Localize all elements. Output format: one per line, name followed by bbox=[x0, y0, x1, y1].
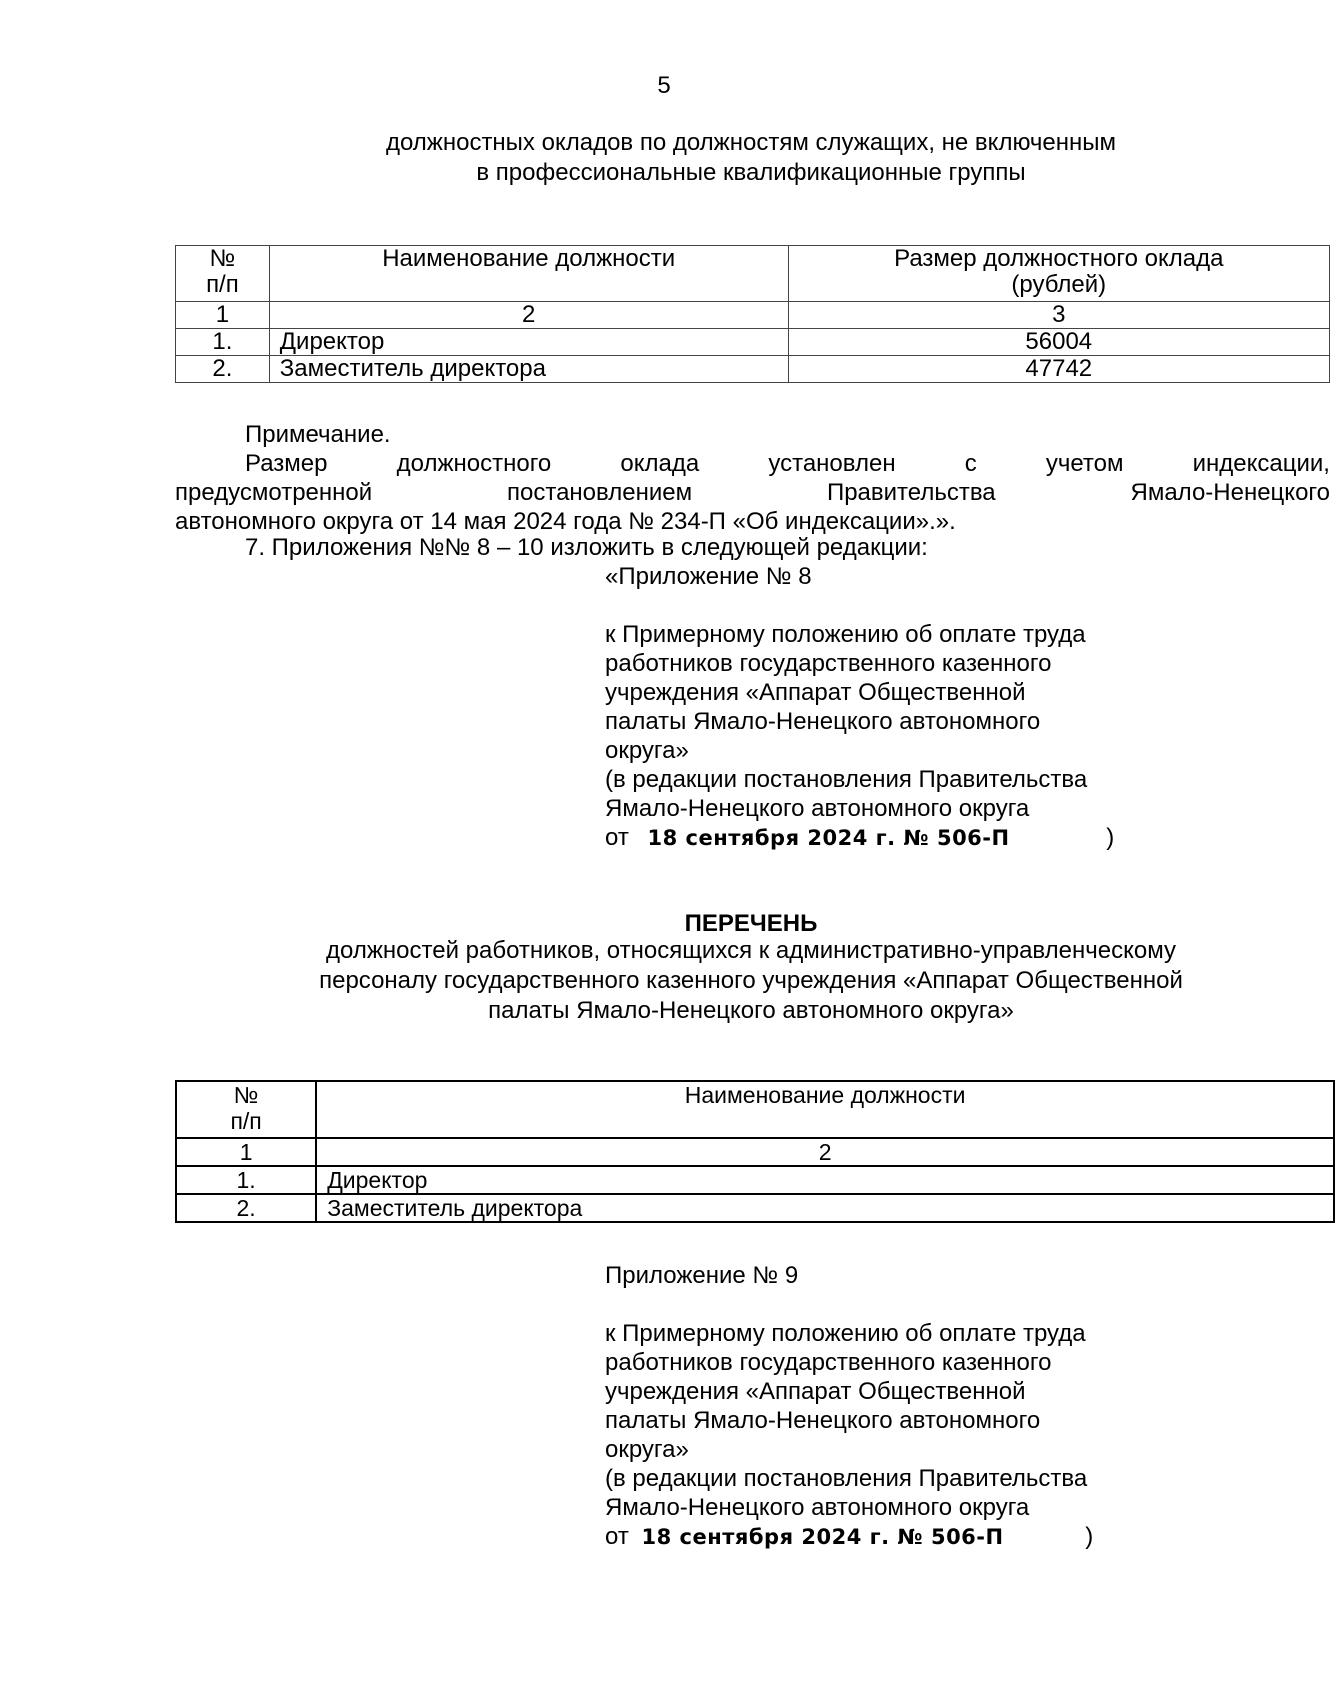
appendix-line: к Примерному положению об оплате труда bbox=[605, 1320, 1086, 1347]
table-row bbox=[176, 1194, 1334, 1222]
list-line: палаты Ямало-Ненецкого автономного округа» bbox=[488, 997, 1014, 1024]
date-suffix: ) bbox=[1106, 824, 1115, 851]
decree-date-stamp: 18 сентября 2024 г. № 506-П bbox=[647, 826, 1010, 850]
column-header-number: № п/п bbox=[176, 1081, 316, 1138]
note-word: предусмотренной bbox=[175, 479, 373, 506]
appendix-line: Ямало-Ненецкого автономного округа bbox=[605, 1494, 1030, 1521]
column-header-position: Наименование должности bbox=[269, 246, 788, 302]
note-word: Правительства bbox=[826, 479, 996, 506]
salary-value: 47742 bbox=[788, 356, 1329, 383]
date-prefix: от bbox=[605, 824, 629, 851]
column-header-position: Наименование должности bbox=[316, 1081, 1334, 1138]
appendix-line: (в редакции постановления Правительства bbox=[605, 766, 1088, 793]
column-header-salary: Размер должностного оклада (рублей) bbox=[788, 246, 1329, 302]
appendix-title: Приложение № 9 bbox=[605, 1262, 799, 1289]
note-word: оклада bbox=[620, 450, 700, 477]
appendix-line: учреждения «Аппарат Общественной bbox=[605, 679, 1026, 706]
appendix-line: Ямало-Ненецкого автономного округа bbox=[605, 795, 1030, 822]
decree-date-stamp: 18 сентября 2024 г. № 506-П bbox=[641, 1525, 1004, 1549]
appendix-9-header bbox=[605, 1261, 1165, 1552]
note-word: установлен bbox=[768, 450, 896, 477]
table-index-row bbox=[176, 302, 1330, 329]
heading-line-2: в профессиональные квалификационные группы bbox=[476, 159, 1026, 186]
row-number: 1. bbox=[176, 1166, 316, 1194]
note-title: Примечание. bbox=[245, 421, 391, 448]
list-description bbox=[175, 936, 1327, 1026]
note-word: индексации, bbox=[1192, 450, 1330, 477]
index-cell: 1 bbox=[176, 1138, 316, 1166]
note-word: с bbox=[964, 450, 977, 477]
salary-value: 56004 bbox=[788, 329, 1329, 356]
note-line-3: автономного округа от 14 мая 2024 года № 234-П «Об индексации».». bbox=[175, 508, 956, 535]
appendix-line: работников государственного казенного bbox=[605, 1349, 1052, 1376]
table-header-row bbox=[176, 1081, 1334, 1138]
column-header-number: № п/п bbox=[176, 246, 270, 302]
index-cell: 3 bbox=[788, 302, 1329, 329]
appendix-line: работников государственного казенного bbox=[605, 650, 1052, 677]
appendix-title: «Приложение № 8 bbox=[605, 563, 812, 590]
appendix-line: палаты Ямало-Ненецкого автономного bbox=[605, 1407, 1041, 1434]
position-name: Заместитель директора bbox=[316, 1194, 1334, 1222]
row-number: 2. bbox=[176, 356, 270, 383]
note-line-1 bbox=[175, 449, 1330, 478]
heading-line-1: должностных окладов по должностям служащих, не включенным bbox=[385, 129, 1117, 156]
date-suffix: ) bbox=[1085, 1523, 1094, 1550]
list-line: персоналу государственного казенного учреждения «Аппарат Общественной bbox=[319, 967, 1183, 994]
list-title: ПЕРЕЧЕНЬ bbox=[684, 910, 818, 937]
position-name: Директор bbox=[316, 1166, 1334, 1194]
item-7: 7. Приложения №№ 8 – 10 изложить в следующей редакции: bbox=[245, 534, 928, 561]
table-row bbox=[176, 329, 1330, 356]
list-line: должностей работников, относящихся к административно-управленческому bbox=[326, 937, 1176, 964]
index-cell: 2 bbox=[269, 302, 788, 329]
note-word: постановлением bbox=[507, 479, 693, 506]
appendix-8-header bbox=[605, 562, 1165, 853]
note-word: Ямало-Ненецкого bbox=[1130, 479, 1330, 506]
position-name: Директор bbox=[269, 329, 788, 356]
table-header-row bbox=[176, 246, 1330, 302]
index-cell: 2 bbox=[316, 1138, 1334, 1166]
appendix-line: (в редакции постановления Правительства bbox=[605, 1465, 1088, 1492]
appendix-line: округа» bbox=[605, 1436, 689, 1463]
positions-table bbox=[175, 1080, 1335, 1223]
row-number: 2. bbox=[176, 1194, 316, 1222]
table-index-row bbox=[176, 1138, 1334, 1166]
salary-table bbox=[175, 245, 1330, 383]
page-number: 5 bbox=[657, 72, 671, 99]
note-word: учетом bbox=[1045, 450, 1124, 477]
appendix-line: округа» bbox=[605, 737, 689, 764]
salary-table-heading bbox=[175, 128, 1327, 188]
date-prefix: от bbox=[605, 1523, 629, 1550]
row-number: 1. bbox=[176, 329, 270, 356]
appendix-date-line bbox=[605, 1522, 1165, 1552]
appendix-line: к Примерному положению об оплате труда bbox=[605, 621, 1086, 648]
index-cell: 1 bbox=[176, 302, 270, 329]
table-row bbox=[176, 1166, 1334, 1194]
appendix-line: учреждения «Аппарат Общественной bbox=[605, 1378, 1026, 1405]
note-word: должностного bbox=[396, 450, 552, 477]
note-word: Размер bbox=[245, 450, 328, 477]
note-body bbox=[175, 449, 1330, 536]
position-name: Заместитель директора bbox=[269, 356, 788, 383]
note-line-2 bbox=[175, 478, 1330, 507]
appendix-date-line bbox=[605, 823, 1165, 853]
table-row bbox=[176, 356, 1330, 383]
appendix-line: палаты Ямало-Ненецкого автономного bbox=[605, 708, 1041, 735]
